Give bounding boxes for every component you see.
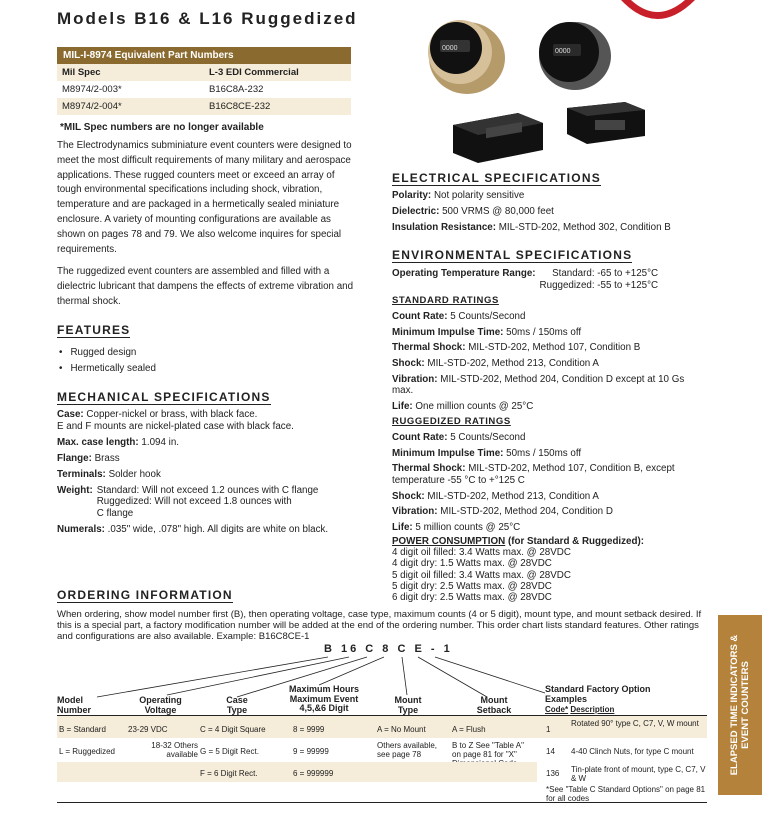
max3-cell: 6 = 999999 xyxy=(293,769,334,778)
counter-image-rect-1 xyxy=(448,105,548,165)
max-hours-colhead: Maximum Hours Maximum Event 4,5,&6 Digit xyxy=(288,684,359,713)
mechanical-heading: MECHANICAL SPECIFICATIONS xyxy=(57,390,271,404)
table-row xyxy=(57,81,351,98)
list-item: 5 digit oil filled: 3.4 Watts max. @ 28VDC xyxy=(392,569,571,581)
spec-value: MIL-STD-202, Method 204, Condition D xyxy=(440,506,613,518)
mil-note: *MIL Spec numbers are no longer available xyxy=(60,122,264,133)
case1-cell: C = 4 Digit Square xyxy=(200,725,266,734)
spec-value: Not polarity sensitive xyxy=(433,190,525,201)
spec-value: 5 Counts/Second xyxy=(450,311,526,322)
volt1-cell: 23-29 VDC xyxy=(128,725,168,734)
model-b-cell: B = Standard xyxy=(59,725,106,734)
section-side-tab xyxy=(718,615,762,795)
spec-label: Polarity: xyxy=(392,190,432,201)
spec-value: Ruggedized: Will not exceed 1.8 ounces with xyxy=(96,496,292,507)
svg-text:0000: 0000 xyxy=(555,48,571,55)
voltage-colhead: Operating Voltage xyxy=(139,695,182,715)
list-item: 6 digit dry: 2.5 Watts max. @ 28VDC xyxy=(392,592,552,604)
counter-image-rect-2 xyxy=(563,98,648,148)
list-item: 4 digit oil filled: 3.4 Watts max. @ 28VDC xyxy=(392,547,571,559)
brand-logo xyxy=(615,0,700,22)
opt-desc-cell: Rotated 90° type C, C7, V, W mount xyxy=(571,719,699,728)
ruggedized-ratings-heading: RUGGEDIZED RATINGS xyxy=(392,416,511,427)
spec-label: Vibration: xyxy=(392,373,438,385)
spec-label: Operating Temperature Range: xyxy=(392,268,536,279)
spec-value: MIL-STD-202, Method 213, Condition A xyxy=(427,490,599,502)
spec-label: Life: xyxy=(392,400,413,412)
spec-value: E and F mounts are nickel-plated case with black face. xyxy=(57,420,294,432)
spec-value: MIL-STD-202, Method 213, Condition A xyxy=(427,358,599,370)
model-number-example: B 16 C 8 C E - 1 xyxy=(324,643,453,655)
mechanical-specs xyxy=(57,409,357,540)
mil-table-header: MIL-I-8974 Equivalent Part Numbers xyxy=(57,47,351,64)
spec-value: MIL-STD-202, Method 204, Condition D except at 10 Gs max. xyxy=(392,373,685,397)
max1-cell: 8 = 9999 xyxy=(293,725,325,734)
features-list xyxy=(57,345,156,377)
mount-type-colhead: Mount Type xyxy=(394,695,422,715)
spec-label: Shock: xyxy=(392,490,425,502)
setback1-cell: A = Flush xyxy=(452,725,486,734)
opt-code-cell: 136 xyxy=(546,769,560,778)
opt-desc-cell: 4-40 Clinch Nuts, for type C mount xyxy=(571,747,694,756)
svg-text:0000: 0000 xyxy=(442,45,458,52)
opt-note: *See "Table C Standard Options" on page 81 for all codes xyxy=(546,785,706,803)
spec-label: Terminals: xyxy=(57,468,106,480)
spec-label: Minimum Impulse Time: xyxy=(392,326,504,338)
spec-label: Thermal Shock: xyxy=(392,463,466,475)
mil-spec-cell: M8974/2-004* xyxy=(62,101,122,112)
opt-desc-cell: Tin-plate front of mount, type C, C7, V & W xyxy=(571,765,706,783)
spec-value: C flange xyxy=(96,507,134,519)
list-item: 4 digit dry: 1.5 Watts max. @ 28VDC xyxy=(392,558,552,570)
spec-label: Thermal Shock: xyxy=(392,342,466,354)
spec-value: 50ms / 150ms off xyxy=(506,447,582,459)
spec-value: Copper-nickel or brass, with black face. xyxy=(86,409,258,420)
standard-ratings xyxy=(392,311,722,417)
list-item: • Rugged design xyxy=(57,345,156,361)
counter-image-round-1 xyxy=(412,8,507,98)
spec-value: .035" wide, .078" high. All digits are white on black. xyxy=(107,523,329,535)
spec-value: Brass xyxy=(94,452,120,464)
case2-cell: G = 5 Digit Rect. xyxy=(200,747,259,756)
ordering-intro: When ordering, show model number first (B), then operating voltage, case type, maximum counts (4 or 5 digit), mount type, and mount setback desired. If this is a special part, a factory modification number will be added at the end of the ordering number. This order chart lists standard features. Other ratings and configurations are also available. Example: B16C8CE-1 xyxy=(57,609,702,642)
table-row xyxy=(57,98,351,115)
ordering-heading: ORDERING INFORMATION xyxy=(57,588,233,602)
features-heading: FEATURES xyxy=(57,323,131,337)
desc-colhead: Description xyxy=(570,705,615,714)
spec-value: MIL-STD-202, Method 302, Condition B xyxy=(498,222,671,233)
setback2-cell: B to Z See "Table A" on page 81 for "X" xyxy=(452,741,524,759)
commercial-cell: B16C8CE-232 xyxy=(209,101,271,112)
spec-value: MIL-STD-202, Method 107, Condition B, except temperature -55 °C to +°125 C xyxy=(392,463,675,486)
opt-code-cell: 1 xyxy=(546,725,551,734)
spec-label: Max. case length: xyxy=(57,436,139,448)
spec-label: Count Rate: xyxy=(392,311,448,322)
opt-code-cell: 14 xyxy=(546,747,555,756)
spec-value: One million counts @ 25°C xyxy=(415,400,534,412)
page-title: Models B16 & L16 Ruggedized xyxy=(57,9,358,28)
spec-label: Flange: xyxy=(57,452,92,464)
list-item: 5 digit dry: 2.5 Watts max. @ 28VDC xyxy=(392,580,552,592)
spec-label: Dielectric: xyxy=(392,206,440,217)
spec-label: Count Rate: xyxy=(392,432,448,443)
lubricant-paragraph: The ruggedized event counters are assembled and filled with a dielectric lubricant that dampens the effects of extreme vibration and thermal shock. xyxy=(57,266,354,307)
spec-value: 50ms / 150ms off xyxy=(506,326,582,338)
spec-label: Numerals: xyxy=(57,523,105,535)
power-consumption xyxy=(392,536,722,603)
spec-value: 500 VRMS @ 80,000 feet xyxy=(442,206,554,217)
mil-spec-colhead: Mil Spec xyxy=(62,67,101,78)
mil-table xyxy=(57,64,351,115)
spec-label: Weight: xyxy=(57,484,93,496)
volt2-cell: 18-32 Others available xyxy=(151,741,198,759)
spec-label: Insulation Resistance: xyxy=(392,222,496,233)
spec-value: 1.094 in. xyxy=(141,436,179,448)
spec-label: POWER CONSUMPTION xyxy=(392,536,506,547)
max2-cell: 9 = 99999 xyxy=(293,747,329,756)
case3-cell: F = 6 Digit Rect. xyxy=(200,769,258,778)
case-type-colhead: Case Type xyxy=(226,695,248,715)
spec-label: Case: xyxy=(57,409,84,420)
model-number-colhead: Model Number xyxy=(57,695,92,715)
electrical-heading: ELECTRICAL SPECIFICATIONS xyxy=(392,171,601,185)
side-tab-label: ELAPSED TIME INDICATORS & EVENT COUNTERS xyxy=(729,634,751,776)
commercial-cell: B16C8A-232 xyxy=(209,84,264,95)
spec-value: Ruggedized: -55 to +125°C xyxy=(539,279,659,291)
commercial-colhead: L-3 EDI Commercial xyxy=(209,67,299,78)
spec-label: Vibration: xyxy=(392,506,438,518)
mount-setback-colhead: Mount Setback xyxy=(476,695,512,715)
spec-label: Shock: xyxy=(392,358,425,370)
mil-table-colheads xyxy=(57,64,351,81)
environmental-heading: ENVIRONMENTAL SPECIFICATIONS xyxy=(392,248,633,262)
spec-value: Standard: -65 to +125°C xyxy=(552,268,659,279)
spec-label: (for Standard & Ruggedized): xyxy=(507,536,645,547)
spec-value: 5 million counts @ 25°C xyxy=(415,521,521,533)
options-subhead xyxy=(545,705,614,714)
list-item: • Hermetically sealed xyxy=(57,361,156,377)
mount2-cell: Others available, see page 78 xyxy=(377,741,438,759)
spec-value: MIL-STD-202, Method 107, Condition B xyxy=(468,342,641,354)
electrical-specs xyxy=(392,190,712,234)
options-colhead: Standard Factory Option Examples xyxy=(545,684,651,704)
table-divider xyxy=(57,802,707,803)
mil-spec-cell: M8974/2-003* xyxy=(62,84,122,95)
code-colhead: Code* xyxy=(545,705,569,714)
model-l-cell: L = Ruggedized xyxy=(59,747,115,756)
spec-value: Solder hook xyxy=(108,468,161,480)
operating-temp xyxy=(392,268,722,291)
intro-paragraph: The Electrodynamics subminiature event counters were designed to meet the most difficult requirements of many military and aerospace applications. These rugged counters meet or exceed an array of tough environmental specifications including shock, vibration, temperature and are packaged in a hermetically sealed miniature enclosure. A variety of mounting configurations are available as shown on pages 78 and 79. We also welcome inquires for special requirements. xyxy=(57,140,352,255)
spec-label: Minimum Impulse Time: xyxy=(392,447,504,459)
spec-label: Life: xyxy=(392,521,413,533)
standard-ratings-heading: STANDARD RATINGS xyxy=(392,295,499,306)
counter-image-round-2 xyxy=(525,12,615,94)
spec-value: 5 Counts/Second xyxy=(450,432,526,443)
spec-value: Standard: Will not exceed 1.2 ounces with C flange xyxy=(96,484,319,496)
ruggedized-ratings xyxy=(392,432,722,538)
mount1-cell: A = No Mount xyxy=(377,725,426,734)
